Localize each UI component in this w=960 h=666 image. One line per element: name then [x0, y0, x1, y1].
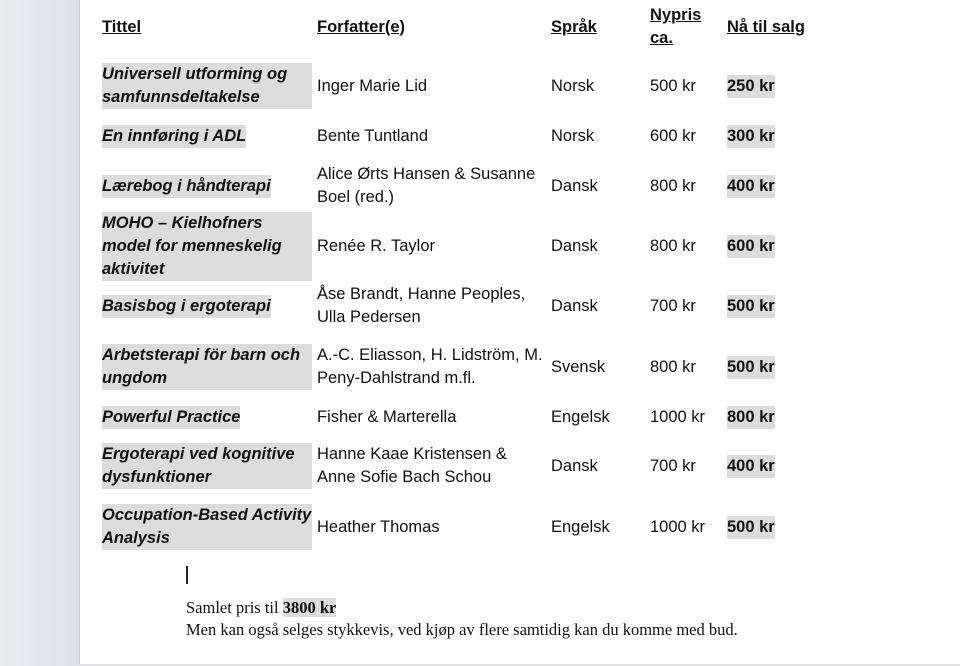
- book-new-price: 1000 kr: [650, 408, 706, 426]
- document-page[interactable]: [79, 0, 960, 664]
- book-sale-price: 500 kr: [727, 295, 775, 318]
- book-author: Renée R. Taylor: [317, 236, 436, 255]
- book-title: Lærebog i håndterapi: [102, 175, 271, 198]
- book-new-price: 600 kr: [650, 127, 696, 145]
- table-row: [80, 213, 960, 278]
- book-author: Alice Ørts Hansen & Susanne Boel (red.): [317, 165, 536, 206]
- book-sale-price: 600 kr: [727, 235, 775, 258]
- book-new-price: 500 kr: [650, 76, 696, 95]
- book-new-price: 700 kr: [650, 456, 696, 475]
- table-row: [80, 63, 960, 109]
- book-author: Inger Marie Lid: [317, 76, 428, 95]
- book-sale-price: 250 kr: [727, 75, 775, 98]
- book-author: Fisher & Marterella: [317, 408, 457, 426]
- book-language: Norsk: [551, 127, 595, 145]
- book-language: Dansk: [551, 296, 598, 315]
- book-title: MOHO – Kielhofners model for menneskelig aktivitet: [102, 212, 312, 281]
- table-row: [80, 125, 960, 148]
- book-sale-price: 500 kr: [727, 356, 775, 379]
- header-new-price: Nypris ca.: [650, 6, 702, 47]
- book-language: Engelsk: [551, 408, 610, 426]
- table-row: [80, 163, 960, 209]
- book-author: Hanne Kaae Kristensen & Anne Sofie Bach Schou: [317, 445, 507, 486]
- table-row: [80, 344, 960, 390]
- book-author: Heather Thomas: [317, 517, 440, 536]
- book-sale-price: 500 kr: [727, 516, 775, 539]
- book-author: A.-C. Eliasson, H. Lidström, M. Peny-Dahlstrand m.fl.: [317, 346, 543, 387]
- book-language: Dansk: [551, 176, 598, 195]
- book-new-price: 700 kr: [650, 296, 696, 315]
- book-language: Dansk: [551, 456, 598, 475]
- document-margin: [0, 0, 79, 666]
- book-sale-price: 400 kr: [727, 175, 775, 198]
- book-new-price: 800 kr: [650, 236, 696, 255]
- book-title: Universell utforming og samfunnsdeltakelse: [102, 63, 312, 109]
- book-language: Dansk: [551, 236, 598, 255]
- book-language: Engelsk: [551, 517, 610, 536]
- book-title: Basisbog i ergoterapi: [102, 295, 271, 318]
- total-price-line: [186, 597, 336, 619]
- table-row: [80, 443, 960, 489]
- book-title: Arbetsterapi för barn och ungdom: [102, 344, 312, 390]
- table-row: [80, 283, 960, 329]
- text-cursor: [186, 566, 188, 584]
- header-author: Forfatter(e): [317, 17, 406, 36]
- total-price-value: 3800 kr: [282, 598, 337, 617]
- book-author: Bente Tuntland: [317, 127, 429, 145]
- table-header-row: [80, 4, 960, 50]
- book-sale-price: 800 kr: [727, 406, 775, 429]
- header-title: Tittel: [102, 17, 142, 36]
- header-language: Språk: [551, 17, 597, 36]
- book-new-price: 800 kr: [650, 357, 696, 376]
- book-title: Ergoterapi ved kognitive dysfunktioner: [102, 443, 312, 489]
- footer-note: Men kan også selges stykkevis, ved kjøp av flere samtidig kan du komme med bud.: [186, 620, 738, 639]
- book-author: Åse Brandt, Hanne Peoples, Ulla Pedersen: [317, 285, 526, 326]
- book-new-price: 800 kr: [650, 176, 696, 195]
- book-title: En innføring i ADL: [102, 125, 246, 148]
- book-language: Svensk: [551, 357, 606, 376]
- book-sale-price: 400 kr: [727, 455, 775, 478]
- header-sale-price: Nå til salg: [727, 17, 805, 36]
- table-row: [80, 504, 960, 550]
- total-price-label: Samlet pris til: [186, 598, 279, 617]
- book-language: Norsk: [551, 76, 595, 95]
- book-title: Powerful Practice: [102, 406, 240, 429]
- book-sale-price: 300 kr: [727, 125, 775, 148]
- table-row: [80, 406, 960, 429]
- book-title: Occupation-Based Activity Analysis: [102, 504, 312, 550]
- book-new-price: 1000 kr: [650, 517, 706, 536]
